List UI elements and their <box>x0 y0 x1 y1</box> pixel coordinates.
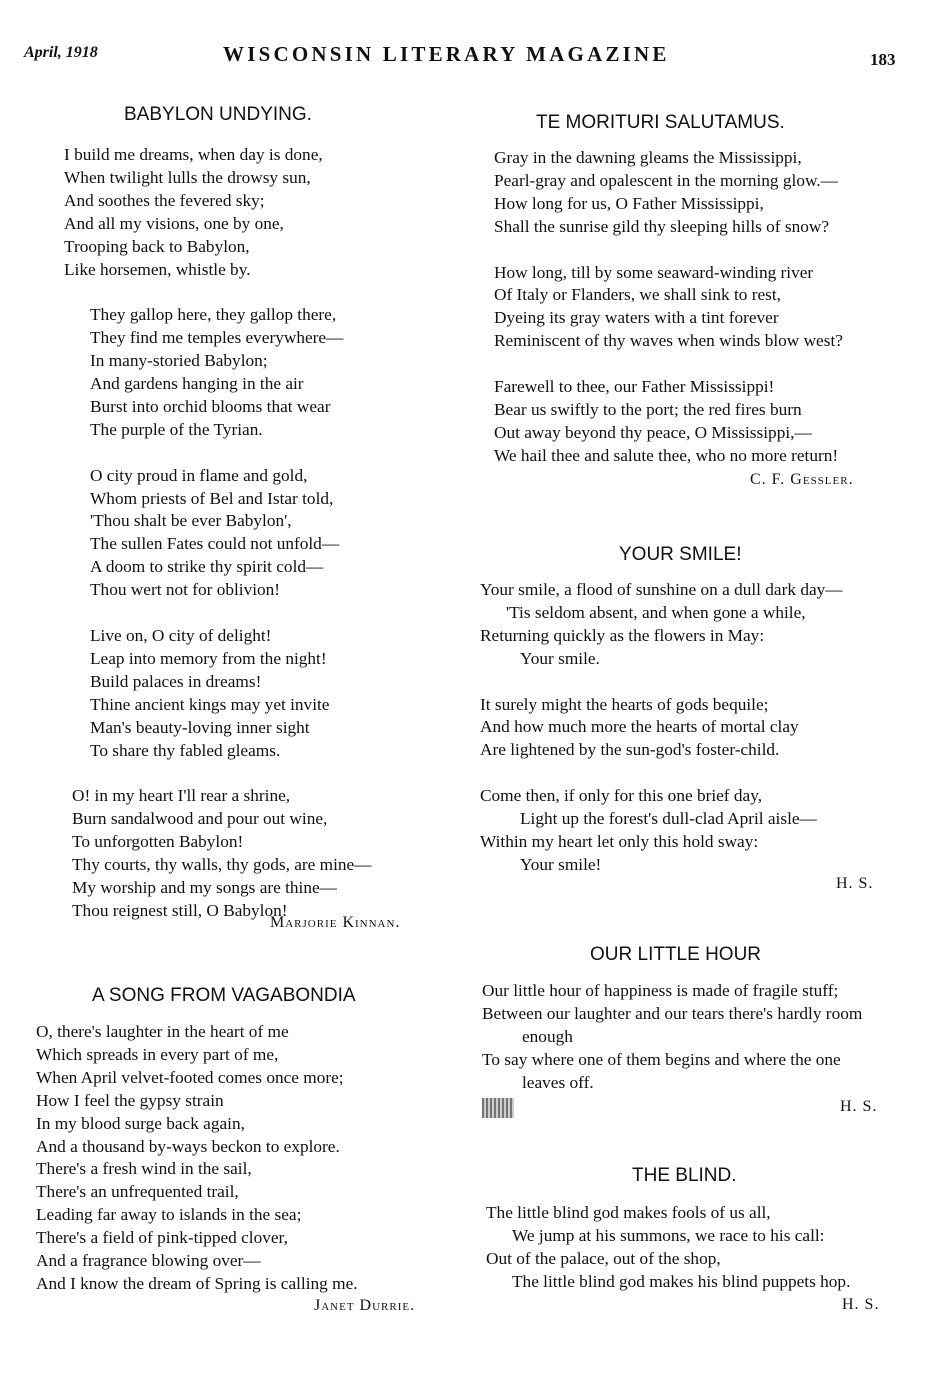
poem-line: Trooping back to Babylon, <box>64 236 250 256</box>
poem-line: To say where one of them begins and where the one <box>482 1049 841 1069</box>
poem-lines <box>64 144 372 923</box>
poem-title: YOUR SMILE! <box>619 544 742 565</box>
poem-line: O city proud in flame and gold, <box>90 465 308 485</box>
poem-line: Burn sandalwood and pour out wine, <box>72 809 328 829</box>
poem-line: Dyeing its gray waters with a tint forever <box>494 308 779 328</box>
poem-line: And how much more the hearts of mortal clay <box>480 717 799 737</box>
poem-line: Thy courts, thy walls, thy gods, are mine— <box>72 855 372 875</box>
poem-line: The purple of the Tyrian. <box>90 419 263 439</box>
poem-lines <box>482 980 862 1095</box>
poem-line: In many-storied Babylon; <box>90 351 268 371</box>
poem-line: Build palaces in dreams! <box>90 671 262 691</box>
poem-line: How I feel the gypsy strain <box>36 1090 224 1110</box>
poem-line: Reminiscent of thy waves when winds blow west? <box>494 331 843 351</box>
poem-author: Janet Durrie. <box>314 1297 416 1314</box>
poem-line: Pearl-gray and opalescent in the morning glow.— <box>494 170 838 190</box>
poem-line: Come then, if only for this one brief day, <box>480 786 763 806</box>
poem-line: Leap into memory from the night! <box>90 648 327 668</box>
poem-line: How long, till by some seaward-winding river <box>494 262 814 282</box>
poem-line: The little blind god makes fools of us all, <box>486 1203 771 1222</box>
poem-lines <box>480 579 843 877</box>
poem-line: Bear us swiftly to the port; the red fires burn <box>494 399 802 419</box>
poem-line: In my blood surge back again, <box>36 1113 245 1133</box>
poem-line: leaves off. <box>522 1072 594 1092</box>
poem-lines <box>494 147 843 468</box>
poem-line: It surely might the hearts of gods bequile; <box>480 694 769 714</box>
poem-line: And gardens hanging in the air <box>90 374 304 394</box>
poem-author: H. S. <box>842 1296 880 1313</box>
poem-line: When twilight lulls the drowsy sun, <box>64 167 311 187</box>
poem-title: BABYLON UNDYING. <box>124 104 312 125</box>
poem-line: Within my heart let only this hold sway: <box>480 831 759 851</box>
page-header <box>0 44 933 74</box>
ink-blot <box>482 1098 514 1118</box>
poem-line: Whom priests of Bel and Istar told, <box>90 488 334 508</box>
poem-line: Man's beauty-loving inner sight <box>90 717 310 737</box>
poem-line: How long for us, O Father Mississippi, <box>494 193 764 213</box>
poem-line: To unforgotten Babylon! <box>72 832 244 852</box>
poem-line: Live on, O city of delight! <box>90 625 272 645</box>
poem-line: Burst into orchid blooms that wear <box>90 396 331 416</box>
poem-line: And all my visions, one by one, <box>64 213 284 233</box>
poem-line: 'Thou shalt be ever Babylon', <box>90 511 292 531</box>
poem-line: I build me dreams, when day is done, <box>64 145 323 164</box>
issue-date: April, 1918 <box>24 44 98 61</box>
poem-title: THE BLIND. <box>632 1165 737 1186</box>
poem-line: Like horsemen, whistle by. <box>64 259 251 279</box>
poem-line: Gray in the dawning gleams the Mississippi, <box>494 148 802 167</box>
stanza-break <box>64 762 372 785</box>
poem-title: OUR LITTLE HOUR <box>590 944 762 965</box>
stanza-break <box>64 602 372 625</box>
poem-line: To share thy fabled gleams. <box>90 740 281 760</box>
poem-line: Thine ancient kings may yet invite <box>90 694 330 714</box>
poem-lines <box>36 1021 358 1296</box>
poem-line: And a fragrance blowing over— <box>36 1251 261 1271</box>
poem-line: Are lightened by the sun-god's foster-child. <box>480 740 780 760</box>
poem-line: And a thousand by-ways beckon to explore. <box>36 1136 340 1156</box>
poem-author: Marjorie Kinnan. <box>270 914 401 931</box>
poem-line: We hail thee and salute thee, who no more return! <box>494 445 839 465</box>
poem-line: Our little hour of happiness is made of fragile stuff; <box>482 981 839 1000</box>
stanza-break <box>494 353 843 376</box>
poem-line: We jump at his summons, we race to his call: <box>512 1225 825 1245</box>
poem-line: Out away beyond thy peace, O Mississippi,— <box>494 422 812 442</box>
stanza-break <box>494 239 843 262</box>
poem-title: A SONG FROM VAGABONDIA <box>92 985 356 1006</box>
magazine-title: WISCONSIN LITERARY MAGAZINE <box>223 42 670 66</box>
poem-title: TE MORITURI SALUTAMUS. <box>536 112 785 133</box>
poem-author: H. S. <box>840 1098 878 1115</box>
poem-line: Leading far away to islands in the sea; <box>36 1205 302 1225</box>
poem-line: Thou reignest still, O Babylon! <box>72 900 288 920</box>
poem-author: H. S. <box>836 875 874 892</box>
poem-line: Light up the forest's dull-clad April aisle— <box>520 809 817 829</box>
poem-line: 'Tis seldom absent, and when gone a while, <box>506 602 806 622</box>
poem-line: Your smile! <box>520 854 602 874</box>
poem-lines <box>486 1202 850 1294</box>
poem-line: enough <box>522 1026 573 1046</box>
poem-line: Returning quickly as the flowers in May: <box>480 625 765 645</box>
poem-line: Between our laughter and our tears there's hardly room <box>482 1003 863 1023</box>
poem-line: There's a field of pink-tipped clover, <box>36 1228 288 1248</box>
poem-line: When April velvet-footed comes once more; <box>36 1067 344 1087</box>
poem-line: O! in my heart I'll rear a shrine, <box>72 786 291 806</box>
poem-line: Which spreads in every part of me, <box>36 1044 279 1064</box>
poem-line: They find me temples everywhere— <box>90 328 344 348</box>
poem-line: A doom to strike thy spirit cold— <box>90 557 324 577</box>
poem-line: Your smile, a flood of sunshine on a dull dark day— <box>480 580 843 599</box>
stanza-break <box>64 442 372 465</box>
stanza-break <box>480 762 843 785</box>
poem-line: Of Italy or Flanders, we shall sink to rest, <box>494 285 782 305</box>
poem-author: C. F. Gessler. <box>750 471 854 488</box>
poem-line: And soothes the fevered sky; <box>64 190 265 210</box>
poem-line: They gallop here, they gallop there, <box>90 305 337 325</box>
poem-line: Thou wert not for oblivion! <box>90 580 281 600</box>
poem-line: The sullen Fates could not unfold— <box>90 534 340 554</box>
poem-line: The little blind god makes his blind puppets hop. <box>512 1271 851 1291</box>
poem-line: Shall the sunrise gild thy sleeping hills of snow? <box>494 216 830 236</box>
poem-line: There's a fresh wind in the sail, <box>36 1159 252 1179</box>
stanza-break <box>64 281 372 304</box>
poem-line: O, there's laughter in the heart of me <box>36 1022 289 1041</box>
poem-line: Out of the palace, out of the shop, <box>486 1248 721 1268</box>
poem-line: Farewell to thee, our Father Mississippi! <box>494 377 775 397</box>
poem-line: There's an unfrequented trail, <box>36 1182 239 1202</box>
poem-line: My worship and my songs are thine— <box>72 877 337 897</box>
page-number: 183 <box>870 50 896 69</box>
poem-line: Your smile. <box>520 648 600 668</box>
stanza-break <box>480 671 843 694</box>
poem-line: And I know the dream of Spring is calling me. <box>36 1273 358 1293</box>
